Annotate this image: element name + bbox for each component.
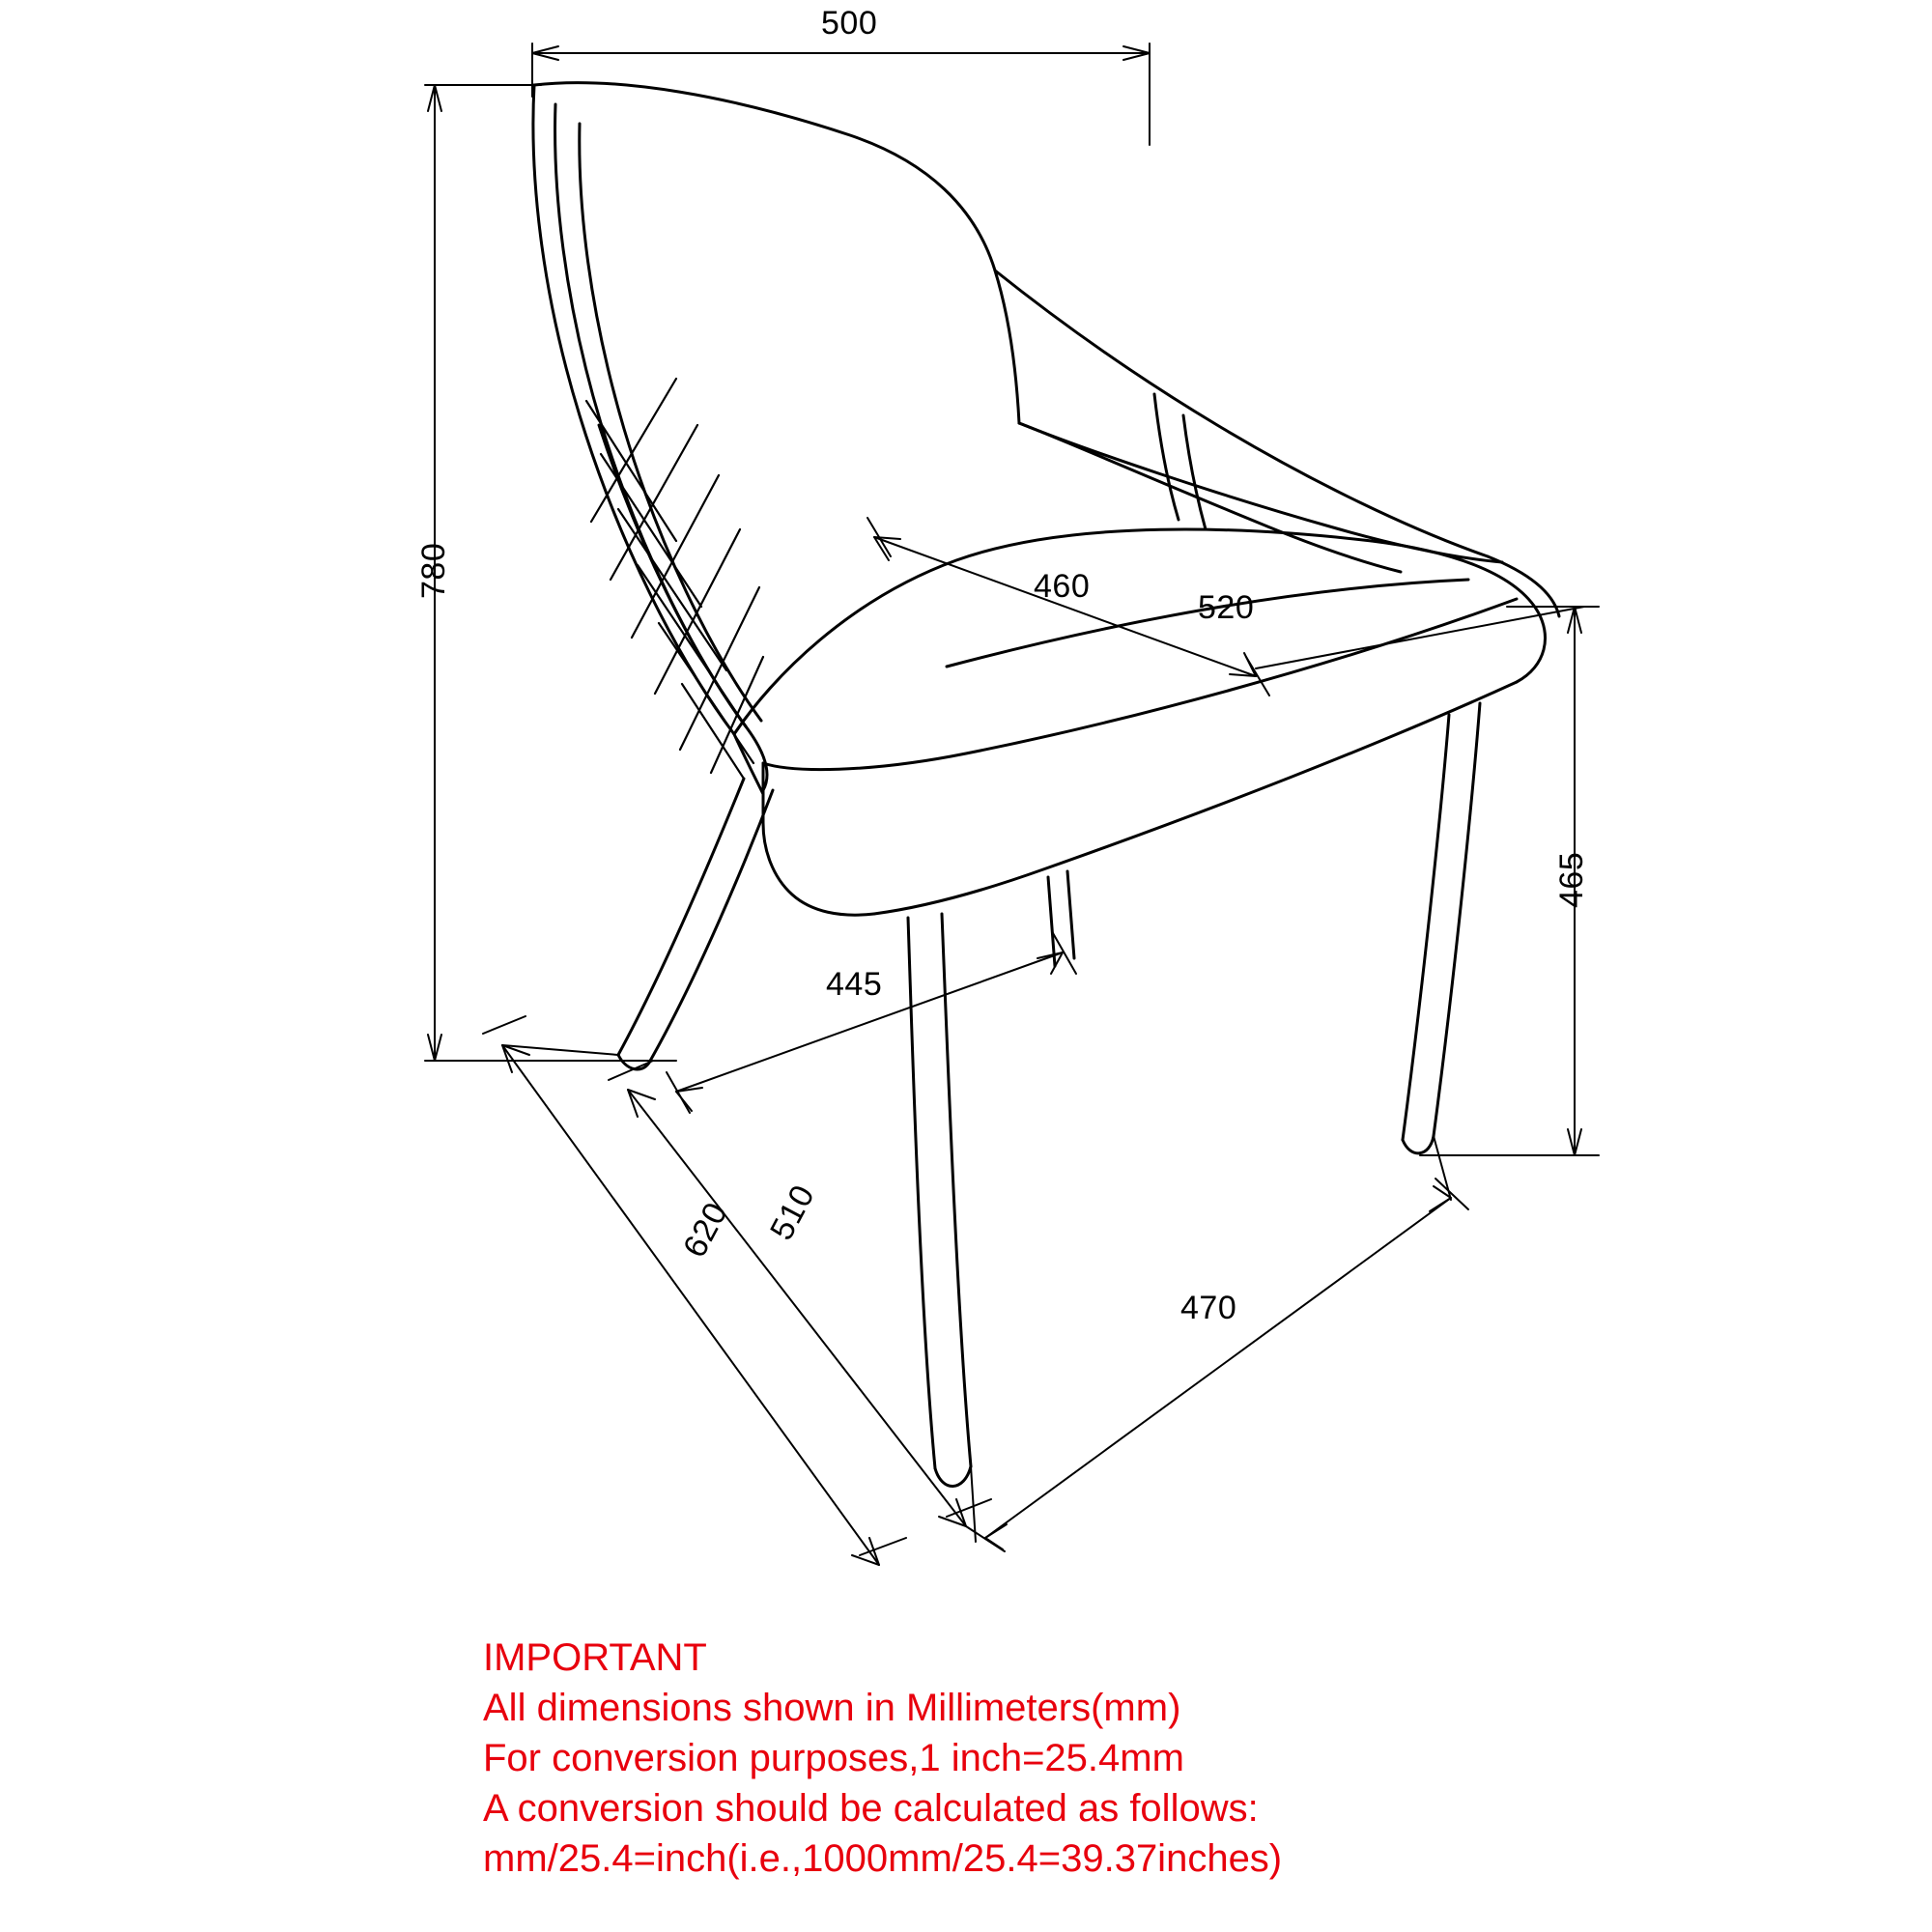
dimension-label-leg-spread-front: 445 bbox=[826, 966, 883, 1003]
dimension-label-width-top: 500 bbox=[821, 5, 878, 42]
dimension-lines bbox=[425, 43, 1599, 1565]
notes-line-4: mm/25.4=inch(i.e.,1000mm/25.4=39.37inches) bbox=[483, 1837, 1283, 1880]
chair-outline bbox=[533, 83, 1559, 916]
dimension-label-base-width: 470 bbox=[1180, 1290, 1237, 1326]
dimension-label-depth-outer: 620 bbox=[676, 1196, 735, 1264]
notes-line-1: All dimensions shown in Millimeters(mm) bbox=[483, 1687, 1181, 1729]
dimension-label-seat-depth: 460 bbox=[1034, 568, 1091, 605]
dimension-label-depth-inner: 510 bbox=[763, 1179, 822, 1246]
notes-heading: IMPORTANT bbox=[483, 1636, 707, 1679]
notes-line-2: For conversion purposes,1 inch=25.4mm bbox=[483, 1737, 1184, 1779]
chair-legs bbox=[618, 703, 1480, 1487]
dimension-label-seat-height: 465 bbox=[1553, 851, 1590, 908]
dimension-label-overall-height: 780 bbox=[415, 542, 452, 599]
quilted-pattern bbox=[586, 379, 763, 779]
important-notes bbox=[483, 1633, 1282, 1884]
dimension-label-seat-width: 520 bbox=[1198, 589, 1255, 626]
notes-line-3: A conversion should be calculated as follows: bbox=[483, 1787, 1259, 1830]
